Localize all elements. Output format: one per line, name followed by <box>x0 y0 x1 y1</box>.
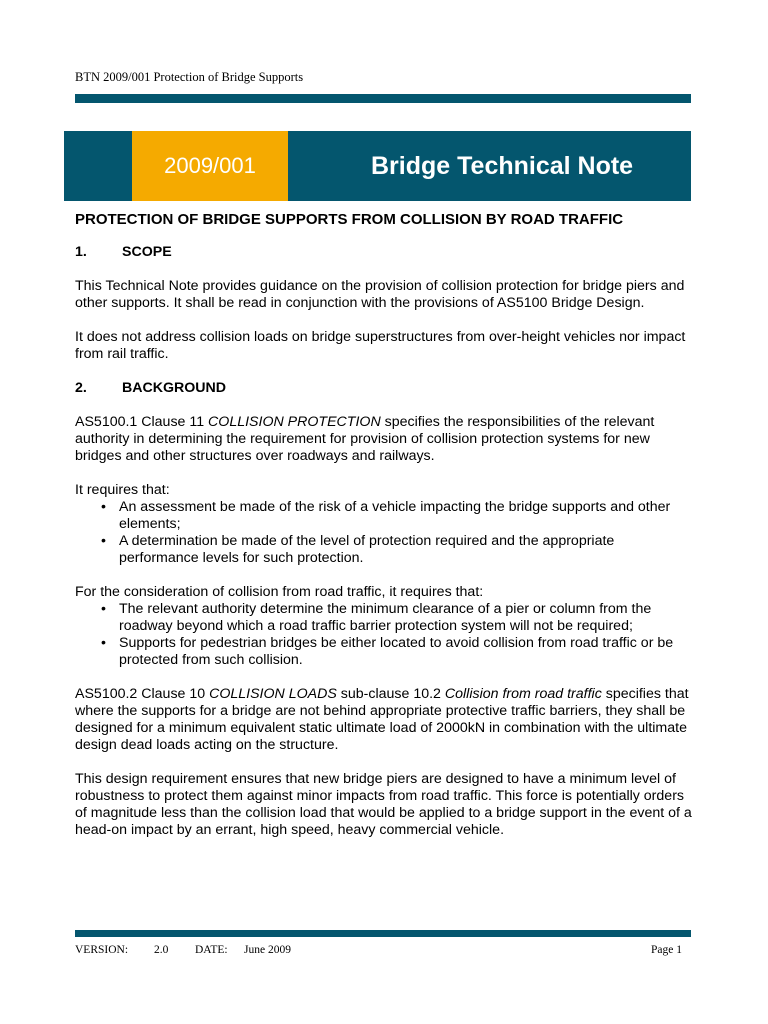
paragraph: For the consideration of collision from road traffic, it requires that: <box>75 584 484 600</box>
list-item-text: Supports for pedestrian bridges be either located to avoid collision from road traffic or be protected from such collision. <box>119 635 674 668</box>
footer-divider-bar <box>75 930 691 937</box>
section-heading-background <box>75 380 695 397</box>
date-label: DATE: <box>195 944 228 956</box>
section-heading-scope <box>75 244 695 261</box>
banner-title: Bridge Technical Note <box>371 151 634 180</box>
section-number: 1. <box>75 244 87 260</box>
list-item-text: An assessment be made of the risk of a vehicle impacting the bridge supports and other elements; <box>119 499 671 532</box>
version-label: VERSION: <box>75 944 129 956</box>
text-run: specifies the responsibilities of the relevant authority in determining the requirement for provision of collision protection systems for new bridges and other structures over roadways and railways. <box>75 414 655 464</box>
header-divider-bar <box>75 94 691 103</box>
date-value: June 2009 <box>244 944 291 956</box>
italic-subclause-title: Collision from road traffic <box>444 686 602 702</box>
bullet-list <box>75 601 695 669</box>
bullet-icon: • <box>101 601 106 617</box>
version-value: 2.0 <box>154 944 169 956</box>
bullet-list <box>75 499 695 567</box>
section-number: 2. <box>75 380 87 396</box>
bullet-icon: • <box>101 533 106 549</box>
bullet-icon: • <box>101 635 106 651</box>
paragraph: This design requirement ensures that new bridge piers are designed to have a minimum level of robustness to protect them against minor impacts from road traffic. This force is potentially orders of magnitude less than the collision load that would be applied to a bridge support in the event of a head-on impact by an errant, high speed, heavy commercial vehicle. <box>75 771 692 838</box>
italic-clause-title: COLLISION LOADS <box>209 686 337 702</box>
paragraph <box>75 686 695 754</box>
section-title: BACKGROUND <box>122 380 227 396</box>
list-item <box>75 533 695 567</box>
document-title: PROTECTION OF BRIDGE SUPPORTS FROM COLLISION BY ROAD TRAFFIC <box>75 211 624 228</box>
list-item <box>75 601 695 635</box>
list-item-text: A determination be made of the level of protection required and the appropriate performance levels for such protection. <box>119 533 615 566</box>
text-run: sub-clause 10.2 <box>336 686 445 702</box>
paragraph <box>75 414 695 465</box>
banner-number: 2009/001 <box>132 131 288 201</box>
list-item <box>75 499 695 533</box>
text-run: AS5100.2 Clause 10 <box>75 686 210 702</box>
bullet-icon: • <box>101 499 106 515</box>
page-number: Page 1 <box>651 944 682 956</box>
text-run: AS5100.1 Clause 11 <box>75 414 209 430</box>
paragraph: This Technical Note provides guidance on the provision of collision protection for bridge piers and other supports. It shall be read in conjunction with the provisions of AS5100 Bridge Design. <box>75 278 685 311</box>
list-item <box>75 635 695 669</box>
paragraph: It does not address collision loads on bridge superstructures from over-height vehicles nor impact from rail traffic. <box>75 329 686 362</box>
paragraph: It requires that: <box>75 482 170 498</box>
italic-clause-title: COLLISION PROTECTION <box>208 414 381 430</box>
list-item-text: The relevant authority determine the minimum clearance of a pier or column from the roadway beyond which a road traffic barrier protection system will not be required; <box>119 601 652 634</box>
document-body <box>75 211 695 856</box>
text-run: specifies that where the supports for a bridge are not behind appropriate protective traffic barriers, they shall be designed for a minimum equivalent static ultimate load of 2000kN in combination with the ultimate design dead loads acting on the structure. <box>75 686 689 753</box>
running-header: BTN 2009/001 Protection of Bridge Supports <box>75 70 304 84</box>
section-title: SCOPE <box>122 244 172 260</box>
